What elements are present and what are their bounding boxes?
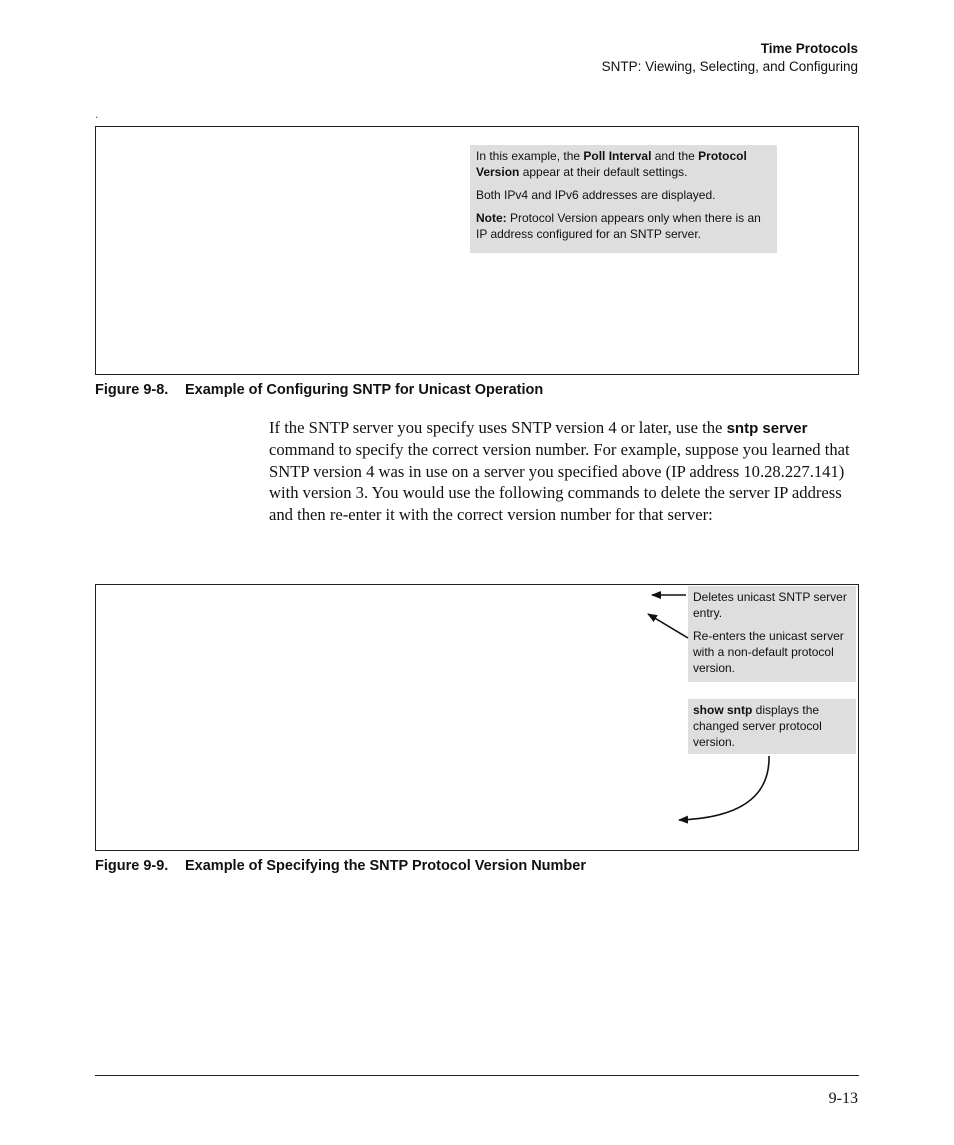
chapter-title: Time Protocols [760, 41, 858, 56]
callout-show-sntp: show sntp displays the changed server protocol version. [693, 703, 822, 749]
page-number: 9-13 [828, 1090, 858, 1107]
callout-paragraph-defaults: In this example, the Poll Interval and the Protocol Version appear at their default settings. [476, 149, 747, 179]
figure-title: Example of Specifying the SNTP Protocol Version Number [185, 858, 586, 874]
callout-reenter-server: Re-enters the unicast server with a non-default protocol version. [693, 629, 844, 675]
callout-paragraph-addresses: Both IPv4 and IPv6 addresses are displayed. [476, 188, 716, 202]
figure-title: Example of Configuring SNTP for Unicast Operation [185, 382, 544, 398]
body-paragraph: If the SNTP server you specify uses SNTP version 4 or later, use the sntp server command to specify the correct version number. For example, suppose you learned that SNTP version 4 was in use on a server you specified above (IP address 10.28.227.141) with version 3. You would use the following commands to delete the server IP address and then re-enter it with the correct version number for that server: [269, 418, 850, 524]
section-title: SNTP: Viewing, Selecting, and Configuring [601, 59, 858, 74]
command-sntp-server: sntp server [726, 420, 808, 437]
arrow-show-sntp [679, 756, 769, 820]
figure-9-9-caption [95, 858, 586, 874]
figure-number: Figure 9-9. [95, 858, 169, 874]
figure-number: Figure 9-8. [95, 382, 169, 398]
callout-paragraph-note: Note: Protocol Version appears only when there is an IP address configured for an SNTP server. [476, 211, 761, 241]
footer-rule [95, 1075, 859, 1076]
arrow-reenter [648, 614, 688, 638]
callout-delete-entry: Deletes unicast SNTP server entry. [693, 590, 847, 620]
stray-mark: . [95, 107, 99, 121]
